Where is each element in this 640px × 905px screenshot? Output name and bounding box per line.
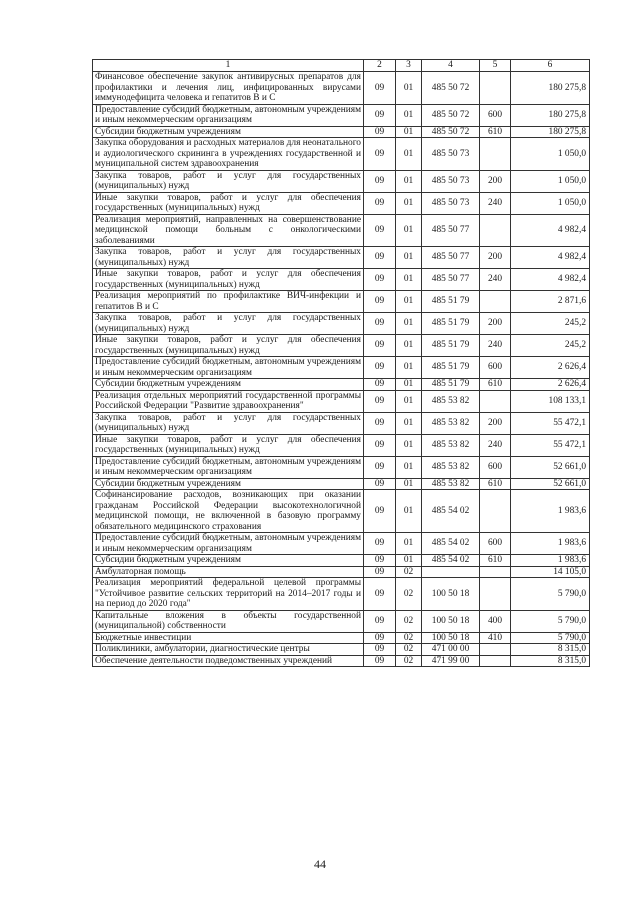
table-row [93, 126, 590, 138]
cell-target-article: 485 53 82 [422, 412, 480, 434]
cell-amount: 55 472,1 [511, 434, 590, 456]
header-col-section: 2 [364, 60, 396, 72]
cell-amount: 2 871,6 [511, 291, 590, 313]
cell-name: Субсидии бюджетным учреждениям [93, 126, 364, 138]
cell-section: 09 [364, 379, 396, 391]
cell-amount: 52 661,0 [511, 478, 590, 490]
cell-target-article: 485 51 79 [422, 379, 480, 391]
cell-amount: 108 133,1 [511, 390, 590, 412]
cell-section: 09 [364, 291, 396, 313]
cell-subsection: 02 [396, 632, 422, 644]
cell-section: 09 [364, 578, 396, 611]
cell-target-article: 485 50 72 [422, 72, 480, 105]
cell-target-article: 485 50 73 [422, 170, 480, 192]
cell-section: 09 [364, 335, 396, 357]
cell-amount: 1 050,0 [511, 138, 590, 171]
cell-name: Софинансирование расходов, возникающих при оказании гражданам Российской Федерации высокотехнологичной медицинской помощи, не включенной в базовую программу обязательного медицинского страхования [93, 490, 364, 533]
cell-subsection: 01 [396, 170, 422, 192]
cell-expense-type [480, 578, 511, 611]
cell-name: Реализация мероприятий, направленных на совершенствование медицинской помощи больным с онкологическими заболеваниями [93, 214, 364, 247]
cell-target-article [422, 566, 480, 578]
cell-name: Обеспечение деятельности подведомственных учреждений [93, 655, 364, 667]
cell-expense-type: 600 [480, 357, 511, 379]
cell-amount: 8 315,0 [511, 644, 590, 656]
cell-section: 09 [364, 456, 396, 478]
table-row [93, 335, 590, 357]
cell-expense-type: 410 [480, 632, 511, 644]
cell-subsection: 01 [396, 379, 422, 391]
cell-target-article: 100 50 18 [422, 632, 480, 644]
cell-name: Субсидии бюджетным учреждениям [93, 478, 364, 490]
cell-subsection: 01 [396, 357, 422, 379]
cell-name: Субсидии бюджетным учреждениям [93, 379, 364, 391]
cell-name: Иные закупки товаров, работ и услуг для обеспечения государственных (муниципальных) нужд [93, 192, 364, 214]
cell-expense-type: 240 [480, 335, 511, 357]
cell-section: 09 [364, 126, 396, 138]
cell-subsection: 01 [396, 269, 422, 291]
cell-expense-type [480, 72, 511, 105]
cell-target-article: 485 51 79 [422, 313, 480, 335]
cell-expense-type: 610 [480, 478, 511, 490]
cell-amount: 4 982,4 [511, 247, 590, 269]
cell-section: 09 [364, 104, 396, 126]
cell-name: Закупка оборудования и расходных материалов для неонатального и аудиологического скрининга в учреждениях государственной и муниципальной систем здравоохранения [93, 138, 364, 171]
cell-expense-type [480, 214, 511, 247]
cell-amount: 14 105,0 [511, 566, 590, 578]
cell-name: Субсидии бюджетным учреждениям [93, 555, 364, 567]
table-row [93, 434, 590, 456]
cell-name: Иные закупки товаров, работ и услуг для обеспечения государственных (муниципальных) нужд [93, 335, 364, 357]
cell-name: Иные закупки товаров, работ и услуг для обеспечения государственных (муниципальных) нужд [93, 434, 364, 456]
cell-section: 09 [364, 533, 396, 555]
cell-amount: 2 626,4 [511, 357, 590, 379]
cell-amount: 180 275,8 [511, 104, 590, 126]
header-col-target-article: 4 [422, 60, 480, 72]
table-row [93, 192, 590, 214]
cell-target-article: 485 50 77 [422, 269, 480, 291]
cell-subsection: 01 [396, 291, 422, 313]
cell-subsection: 01 [396, 72, 422, 105]
cell-name: Бюджетные инвестиции [93, 632, 364, 644]
cell-target-article: 485 51 79 [422, 357, 480, 379]
cell-amount: 180 275,8 [511, 72, 590, 105]
cell-amount: 4 982,4 [511, 214, 590, 247]
cell-subsection: 01 [396, 478, 422, 490]
cell-amount: 245,2 [511, 335, 590, 357]
cell-name: Финансовое обеспечение закупок антивирусных препаратов для профилактики и лечения лиц, инфицированных вирусами иммунодефицита человека и гепатитов В и С [93, 72, 364, 105]
cell-expense-type: 600 [480, 533, 511, 555]
cell-subsection: 01 [396, 192, 422, 214]
cell-section: 09 [364, 138, 396, 171]
table-row [93, 72, 590, 105]
cell-subsection: 01 [396, 214, 422, 247]
cell-target-article: 485 54 02 [422, 555, 480, 567]
cell-expense-type: 200 [480, 412, 511, 434]
cell-expense-type: 200 [480, 170, 511, 192]
cell-amount: 1 983,6 [511, 555, 590, 567]
cell-name: Закупка товаров, работ и услуг для государственных (муниципальных) нужд [93, 247, 364, 269]
table-row [93, 632, 590, 644]
cell-section: 09 [364, 566, 396, 578]
cell-section: 09 [364, 490, 396, 533]
cell-target-article: 485 50 72 [422, 104, 480, 126]
table-row [93, 412, 590, 434]
cell-amount: 2 626,4 [511, 379, 590, 391]
cell-amount: 5 790,0 [511, 610, 590, 632]
table-row [93, 610, 590, 632]
table-row [93, 291, 590, 313]
cell-subsection: 02 [396, 610, 422, 632]
cell-name: Капитальные вложения в объекты государственной (муниципальной) собственности [93, 610, 364, 632]
cell-subsection: 01 [396, 412, 422, 434]
cell-target-article: 485 53 82 [422, 456, 480, 478]
table-row [93, 247, 590, 269]
cell-section: 09 [364, 214, 396, 247]
table-row [93, 566, 590, 578]
cell-name: Закупка товаров, работ и услуг для государственных (муниципальных) нужд [93, 313, 364, 335]
cell-amount: 5 790,0 [511, 632, 590, 644]
cell-amount: 1 050,0 [511, 170, 590, 192]
cell-target-article: 485 50 77 [422, 214, 480, 247]
header-col-subsection: 3 [396, 60, 422, 72]
header-col-amount: 6 [511, 60, 590, 72]
table-row [93, 214, 590, 247]
cell-expense-type [480, 138, 511, 171]
table-row [93, 533, 590, 555]
table-row [93, 490, 590, 533]
cell-name: Реализация мероприятий федеральной целевой программы "Устойчивое развитие сельских территорий на 2014–2017 годы и на период до 2020 года" [93, 578, 364, 611]
cell-target-article: 485 54 02 [422, 533, 480, 555]
cell-target-article: 485 50 73 [422, 138, 480, 171]
cell-amount: 55 472,1 [511, 412, 590, 434]
cell-target-article: 485 51 79 [422, 291, 480, 313]
cell-expense-type: 610 [480, 379, 511, 391]
table-body [93, 72, 590, 667]
cell-section: 09 [364, 655, 396, 667]
cell-subsection: 02 [396, 644, 422, 656]
cell-expense-type [480, 655, 511, 667]
cell-expense-type: 240 [480, 192, 511, 214]
cell-name: Предоставление субсидий бюджетным, автономным учреждениям и иным некоммерческим организациям [93, 533, 364, 555]
cell-amount: 8 315,0 [511, 655, 590, 667]
cell-section: 09 [364, 247, 396, 269]
cell-expense-type: 240 [480, 434, 511, 456]
cell-name: Предоставление субсидий бюджетным, автономным учреждениям и иным некоммерческим организациям [93, 104, 364, 126]
header-col-name: 1 [93, 60, 364, 72]
cell-amount: 1 983,6 [511, 533, 590, 555]
cell-subsection: 01 [396, 456, 422, 478]
cell-name: Закупка товаров, работ и услуг для государственных (муниципальных) нужд [93, 170, 364, 192]
cell-section: 09 [364, 170, 396, 192]
cell-expense-type: 610 [480, 555, 511, 567]
cell-target-article: 485 53 82 [422, 434, 480, 456]
cell-target-article: 485 50 72 [422, 126, 480, 138]
cell-expense-type [480, 644, 511, 656]
cell-section: 09 [364, 610, 396, 632]
cell-expense-type [480, 291, 511, 313]
table-row [93, 138, 590, 171]
cell-subsection: 01 [396, 104, 422, 126]
cell-target-article: 485 50 73 [422, 192, 480, 214]
cell-subsection: 01 [396, 126, 422, 138]
cell-target-article: 471 99 00 [422, 655, 480, 667]
cell-expense-type: 400 [480, 610, 511, 632]
cell-subsection: 01 [396, 533, 422, 555]
cell-target-article: 100 50 18 [422, 578, 480, 611]
cell-amount: 4 982,4 [511, 269, 590, 291]
cell-section: 09 [364, 357, 396, 379]
table-row [93, 269, 590, 291]
cell-section: 09 [364, 644, 396, 656]
table-row [93, 170, 590, 192]
cell-expense-type [480, 490, 511, 533]
header-col-expense-type: 5 [480, 60, 511, 72]
cell-section: 09 [364, 434, 396, 456]
cell-section: 09 [364, 313, 396, 335]
table-row [93, 644, 590, 656]
table-row [93, 313, 590, 335]
cell-expense-type: 610 [480, 126, 511, 138]
cell-amount: 1 050,0 [511, 192, 590, 214]
cell-name: Поликлиники, амбулатории, диагностические центры [93, 644, 364, 656]
cell-subsection: 01 [396, 390, 422, 412]
cell-subsection: 01 [396, 434, 422, 456]
cell-amount: 245,2 [511, 313, 590, 335]
cell-subsection: 01 [396, 490, 422, 533]
cell-target-article: 485 53 82 [422, 390, 480, 412]
cell-expense-type: 240 [480, 269, 511, 291]
cell-section: 09 [364, 478, 396, 490]
cell-amount: 180 275,8 [511, 126, 590, 138]
cell-name: Закупка товаров, работ и услуг для государственных (муниципальных) нужд [93, 412, 364, 434]
cell-expense-type: 200 [480, 247, 511, 269]
table-row [93, 478, 590, 490]
table-row [93, 555, 590, 567]
cell-section: 09 [364, 412, 396, 434]
page-number: 44 [314, 857, 326, 871]
cell-subsection: 02 [396, 566, 422, 578]
cell-name: Предоставление субсидий бюджетным, автономным учреждениям и иным некоммерческим организациям [93, 357, 364, 379]
table-row [93, 456, 590, 478]
cell-section: 09 [364, 72, 396, 105]
cell-target-article: 471 00 00 [422, 644, 480, 656]
cell-expense-type: 600 [480, 456, 511, 478]
cell-section: 09 [364, 555, 396, 567]
cell-amount: 1 983,6 [511, 490, 590, 533]
cell-expense-type: 200 [480, 313, 511, 335]
cell-name: Предоставление субсидий бюджетным, автономным учреждениям и иным некоммерческим организациям [93, 456, 364, 478]
cell-name: Амбулаторная помощь [93, 566, 364, 578]
cell-section: 09 [364, 632, 396, 644]
cell-amount: 52 661,0 [511, 456, 590, 478]
table-row [93, 357, 590, 379]
cell-subsection: 02 [396, 578, 422, 611]
cell-name: Иные закупки товаров, работ и услуг для обеспечения государственных (муниципальных) нужд [93, 269, 364, 291]
cell-target-article: 100 50 18 [422, 610, 480, 632]
cell-subsection: 01 [396, 138, 422, 171]
cell-subsection: 01 [396, 555, 422, 567]
cell-section: 09 [364, 390, 396, 412]
cell-expense-type [480, 566, 511, 578]
table-header-row [93, 60, 590, 72]
table-row [93, 379, 590, 391]
cell-amount: 5 790,0 [511, 578, 590, 611]
cell-subsection: 01 [396, 335, 422, 357]
cell-section: 09 [364, 269, 396, 291]
cell-subsection: 02 [396, 655, 422, 667]
cell-target-article: 485 51 79 [422, 335, 480, 357]
cell-subsection: 01 [396, 313, 422, 335]
cell-target-article: 485 54 02 [422, 490, 480, 533]
table-row [93, 390, 590, 412]
cell-expense-type [480, 390, 511, 412]
cell-name: Реализация мероприятий по профилактике ВИЧ-инфекции и гепатитов В и С [93, 291, 364, 313]
cell-target-article: 485 53 82 [422, 478, 480, 490]
cell-name: Реализация отдельных мероприятий государственной программы Российской Федерации "Развитие здравоохранения" [93, 390, 364, 412]
budget-table [92, 59, 590, 667]
cell-section: 09 [364, 192, 396, 214]
table-row [93, 104, 590, 126]
cell-subsection: 01 [396, 247, 422, 269]
table-row [93, 655, 590, 667]
cell-target-article: 485 50 77 [422, 247, 480, 269]
cell-expense-type: 600 [480, 104, 511, 126]
table-row [93, 578, 590, 611]
